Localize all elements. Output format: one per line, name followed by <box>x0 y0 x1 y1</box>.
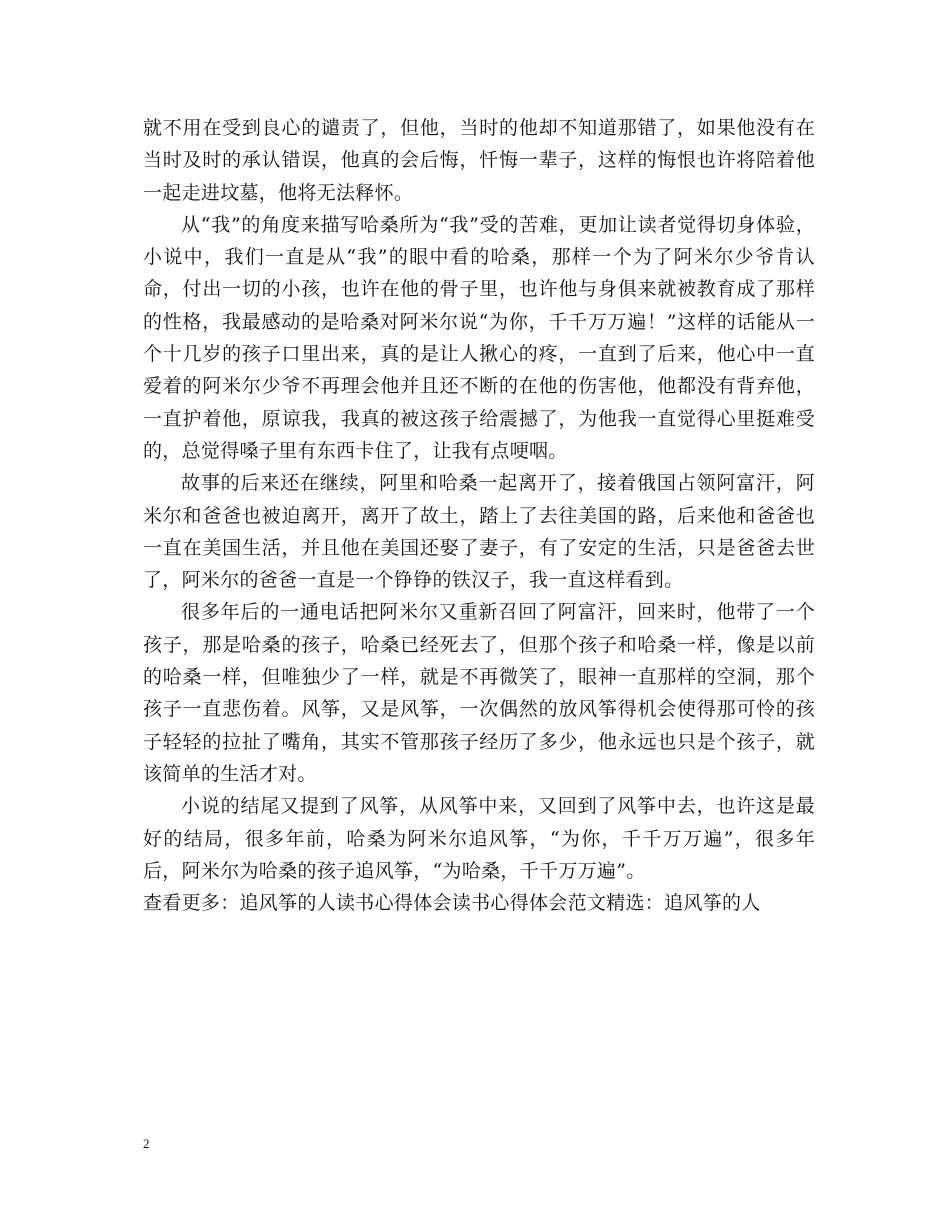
document-body <box>143 112 815 919</box>
paragraph-story-continues: 故事的后来还在继续，阿里和哈桑一起离开了，接着俄国占领阿富汗，阿米尔和爸爸也被迫离开，离开了故土，踏上了去往美国的路，后来他和爸爸也一直在美国生活，并且他在美国还娶了妻子，有了安定的生活，只是爸爸去世了，阿米尔的爸爸一直是一个铮铮的铁汉子，我一直这样看到。 <box>143 472 815 592</box>
paragraph-years-later: 很多年后的一通电话把阿米尔又重新召回了阿富汗，回来时，他带了一个孩子，那是哈桑的孩子，哈桑已经死去了，但那个孩子和哈桑一样，像是以前的哈桑一样，但唯独少了一样，就是不再微笑了，眼神一直那样的空洞，那个孩子一直悲伤着。风筝，又是风筝，一次偶然的放风筝得机会使得那可怜的孩子轻轻的拉扯了嘴角，其实不管那孩子经历了多少，他永远也只是个孩子，就该简单的生活才对。 <box>143 601 815 785</box>
page-number: 2 <box>143 1136 150 1151</box>
paragraph-ending: 小说的结尾又提到了风筝，从风筝中来，又回到了风筝中去，也许这是最好的结局，很多年前，哈桑为阿米尔追风筝，“为你，千千万万遍”，很多年后，阿米尔为哈桑的孩子追风筝，“为哈桑，千千万万遍”。 <box>143 795 815 882</box>
paragraph-narrator-perspective: 从“我”的角度来描写哈桑所为“我”受的苦难，更加让读者觉得切身体验，小说中，我们一直是从“我”的眼中看的哈桑，那样一个为了阿米尔少爷肯认命，付出一切的小孩，也许在他的骨子里，也许他与身俱来就被教育成了那样的性格，我最感动的是哈桑对阿米尔说“为你，千千万万遍！”这样的话能从一个十几岁的孩子口里出来，真的是让人揪心的疼，一直到了后来，他心中一直爱着的阿米尔少爷不再理会他并且还不断的在他的伤害他，他都没有背弃他，一直护着他，原谅我，我真的被这孩子给震撼了，为他我一直觉得心里挺难受的，总觉得嗓子里有东西卡住了，让我有点哽咽。 <box>143 213 815 462</box>
see-more-link[interactable]: 查看更多：追风筝的人读书心得体会读书心得体会范文精选：追风筝的人 <box>143 892 761 915</box>
paragraph-continuation: 就不用在受到良心的谴责了，但他，当时的他却不知道那错了，如果他没有在当时及时的承认错误，他真的会后悔，忏悔一辈子，这样的悔恨也许将陪着他一起走进坟墓，他将无法释怀。 <box>143 117 815 204</box>
